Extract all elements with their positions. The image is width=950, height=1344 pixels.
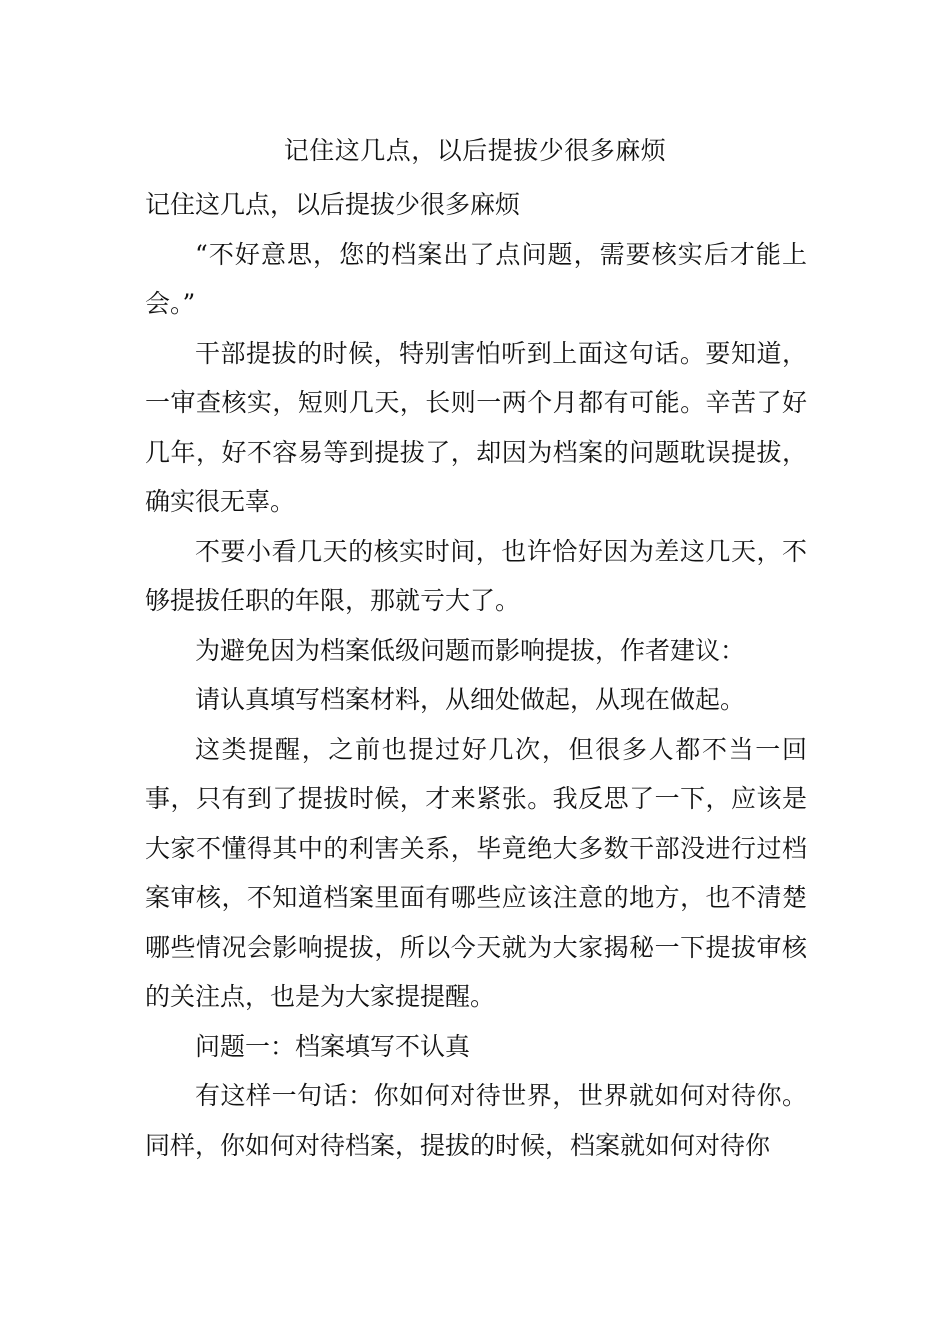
- section-heading-problem-one: 问题一：档案填写不认真: [195, 1031, 471, 1061]
- paragraph-reflection: 这类提醒，之前也提过好几次，但很多人都不当一回事，只有到了提拔时候，才来紧张。我反思了一下，应该是大家不懂得其中的利害关系，毕竟绝大多数干部没进行过档案审核，不知道档案里面有哪些应该注意的地方，也不清楚哪些情况会影响提拔，所以今天就为大家揭秘一下提拔审核的关注点，也是为大家提提醒。: [145, 734, 807, 1011]
- paragraph-advice: 请认真填写档案材料，从细处做起，从现在做起。: [195, 685, 746, 714]
- paragraph-saying: 有这样一句话：你如何对待世界，世界就如何对待你。同样，你如何对待档案，提拔的时候，档案就如何对待你: [145, 1081, 807, 1160]
- paragraph-quote: “不好意思，您的档案出了点问题，需要核实后才能上会。”: [145, 239, 807, 318]
- paragraph-intro: 干部提拔的时候，特别害怕听到上面这句话。要知道，一审查核实，短则几天，长则一两个月都有可能。辛苦了好几年，好不容易等到提拔了，却因为档案的问题耽误提拔，确实很无辜。: [145, 338, 807, 516]
- document-body: [145, 180, 807, 1170]
- paragraph-timing: 不要小看几天的核实时间，也许恰好因为差这几天，不够提拔任职的年限，那就亏大了。: [145, 536, 807, 615]
- paragraph-advice-lead: 为避免因为档案低级问题而影响提拔，作者建议：: [195, 635, 746, 665]
- document-title: 记住这几点，以后提拔少很多麻烦: [283, 136, 667, 165]
- subtitle-paragraph: 记住这几点，以后提拔少很多麻烦: [145, 190, 521, 219]
